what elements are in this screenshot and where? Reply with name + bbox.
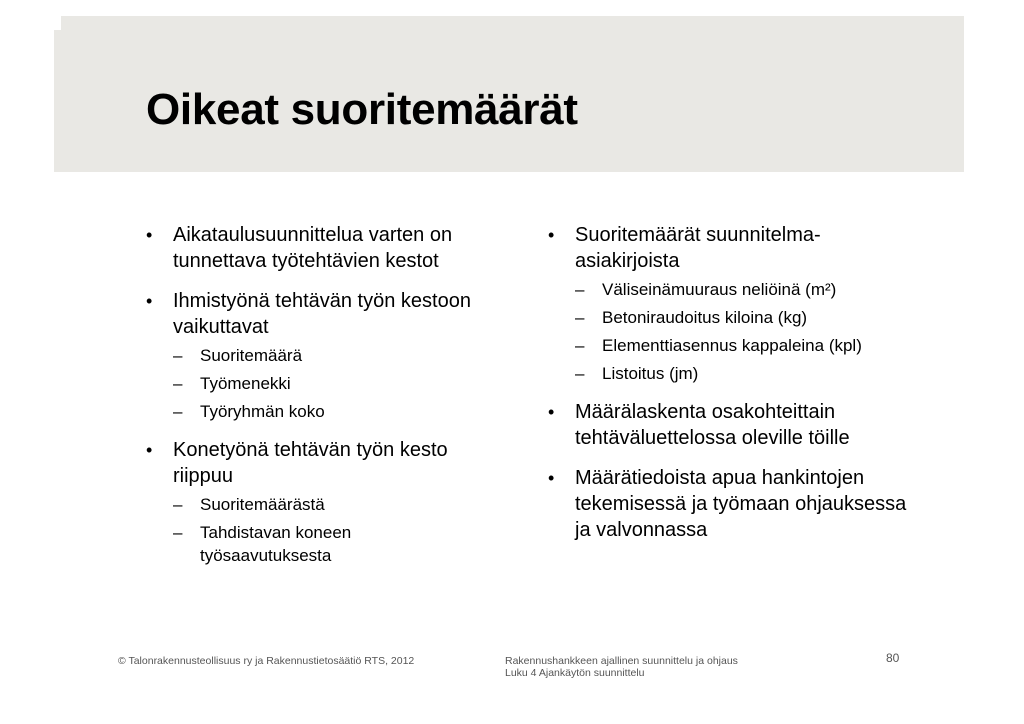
dash-icon: – (173, 523, 183, 542)
footer-course-info (505, 655, 825, 679)
bullet-dot-icon: • (146, 225, 153, 245)
right-column (548, 222, 908, 557)
bullet-item (146, 222, 486, 274)
sub-bullet-list (173, 493, 486, 567)
sub-bullet-text: Elementtiasennus kappaleina (kpl) (602, 336, 862, 355)
sub-bullet-text: Suoritemäärä (200, 346, 303, 365)
sub-bullet-text: Työryhmän koko (200, 402, 325, 421)
bullet-dot-icon: • (548, 225, 555, 245)
sub-bullet-text: Betoniraudoitus kiloina (kg) (602, 308, 808, 327)
sub-bullet-item (173, 372, 486, 395)
sub-bullet-text: Työmenekki (200, 374, 291, 393)
sub-bullet-item (173, 400, 486, 423)
bullet-dot-icon: • (146, 440, 153, 460)
bullet-dot-icon: • (146, 291, 153, 311)
bullet-text: Määrätiedoista apua hankintojen tekemisessä ja työmaan ohjauksessa ja valvonnassa (575, 467, 907, 541)
bullet-text: Suoritemäärät suunnitelma-asiakirjoista (575, 224, 821, 272)
footer-course-title: Rakennushankkeen ajallinen suunnittelu ja ohjaus (505, 655, 738, 667)
sub-bullet-list (575, 278, 908, 385)
sub-bullet-text: Väliseinämuuraus neliöinä (m²) (602, 280, 837, 299)
sub-bullet-item (575, 306, 908, 329)
dash-icon: – (575, 280, 585, 299)
sub-bullet-item (173, 344, 486, 367)
dash-icon: – (173, 495, 183, 514)
bullet-item (548, 399, 908, 451)
bullet-item (548, 222, 908, 385)
bullet-text: Konetyönä tehtävän työn kesto riippuu (173, 439, 448, 487)
dash-icon: – (173, 346, 183, 365)
bullet-dot-icon: • (548, 402, 555, 422)
sub-bullet-text: Tahdistavan koneen työsaavutuksesta (200, 523, 352, 565)
bullet-dot-icon: • (548, 468, 555, 488)
bullet-text: Aikataulusuunnittelua varten on tunnettava työtehtävien kestot (173, 224, 453, 272)
bullet-text: Ihmistyönä tehtävän työn kestoon vaikuttavat (173, 290, 471, 338)
page-number: 80 (886, 651, 900, 665)
bullet-item (146, 437, 486, 567)
bullet-item (146, 288, 486, 423)
dash-icon: – (575, 364, 585, 383)
sub-bullet-item (173, 521, 486, 567)
sub-bullet-item (575, 362, 908, 385)
dash-icon: – (575, 308, 585, 327)
bullet-text: Määrälaskenta osakohteittain tehtäväluettelossa oleville töille (575, 401, 850, 449)
slide-title: Oikeat suoritemäärät (146, 85, 578, 134)
dash-icon: – (575, 336, 585, 355)
sub-bullet-item (173, 493, 486, 516)
dash-icon: – (173, 374, 183, 393)
bullet-item (548, 465, 908, 543)
footer-copyright: © Talonrakennusteollisuus ry ja Rakennustietosäätiö RTS, 2012 (118, 655, 415, 667)
sub-bullet-item (575, 334, 908, 357)
sub-bullet-list (173, 344, 486, 423)
sub-bullet-text: Listoitus (jm) (602, 364, 699, 383)
sub-bullet-text: Suoritemäärästä (200, 495, 325, 514)
dash-icon: – (173, 402, 183, 421)
sub-bullet-item (575, 278, 908, 301)
footer-chapter: Luku 4 Ajankäytön suunnittelu (505, 667, 645, 679)
left-column (146, 222, 486, 581)
